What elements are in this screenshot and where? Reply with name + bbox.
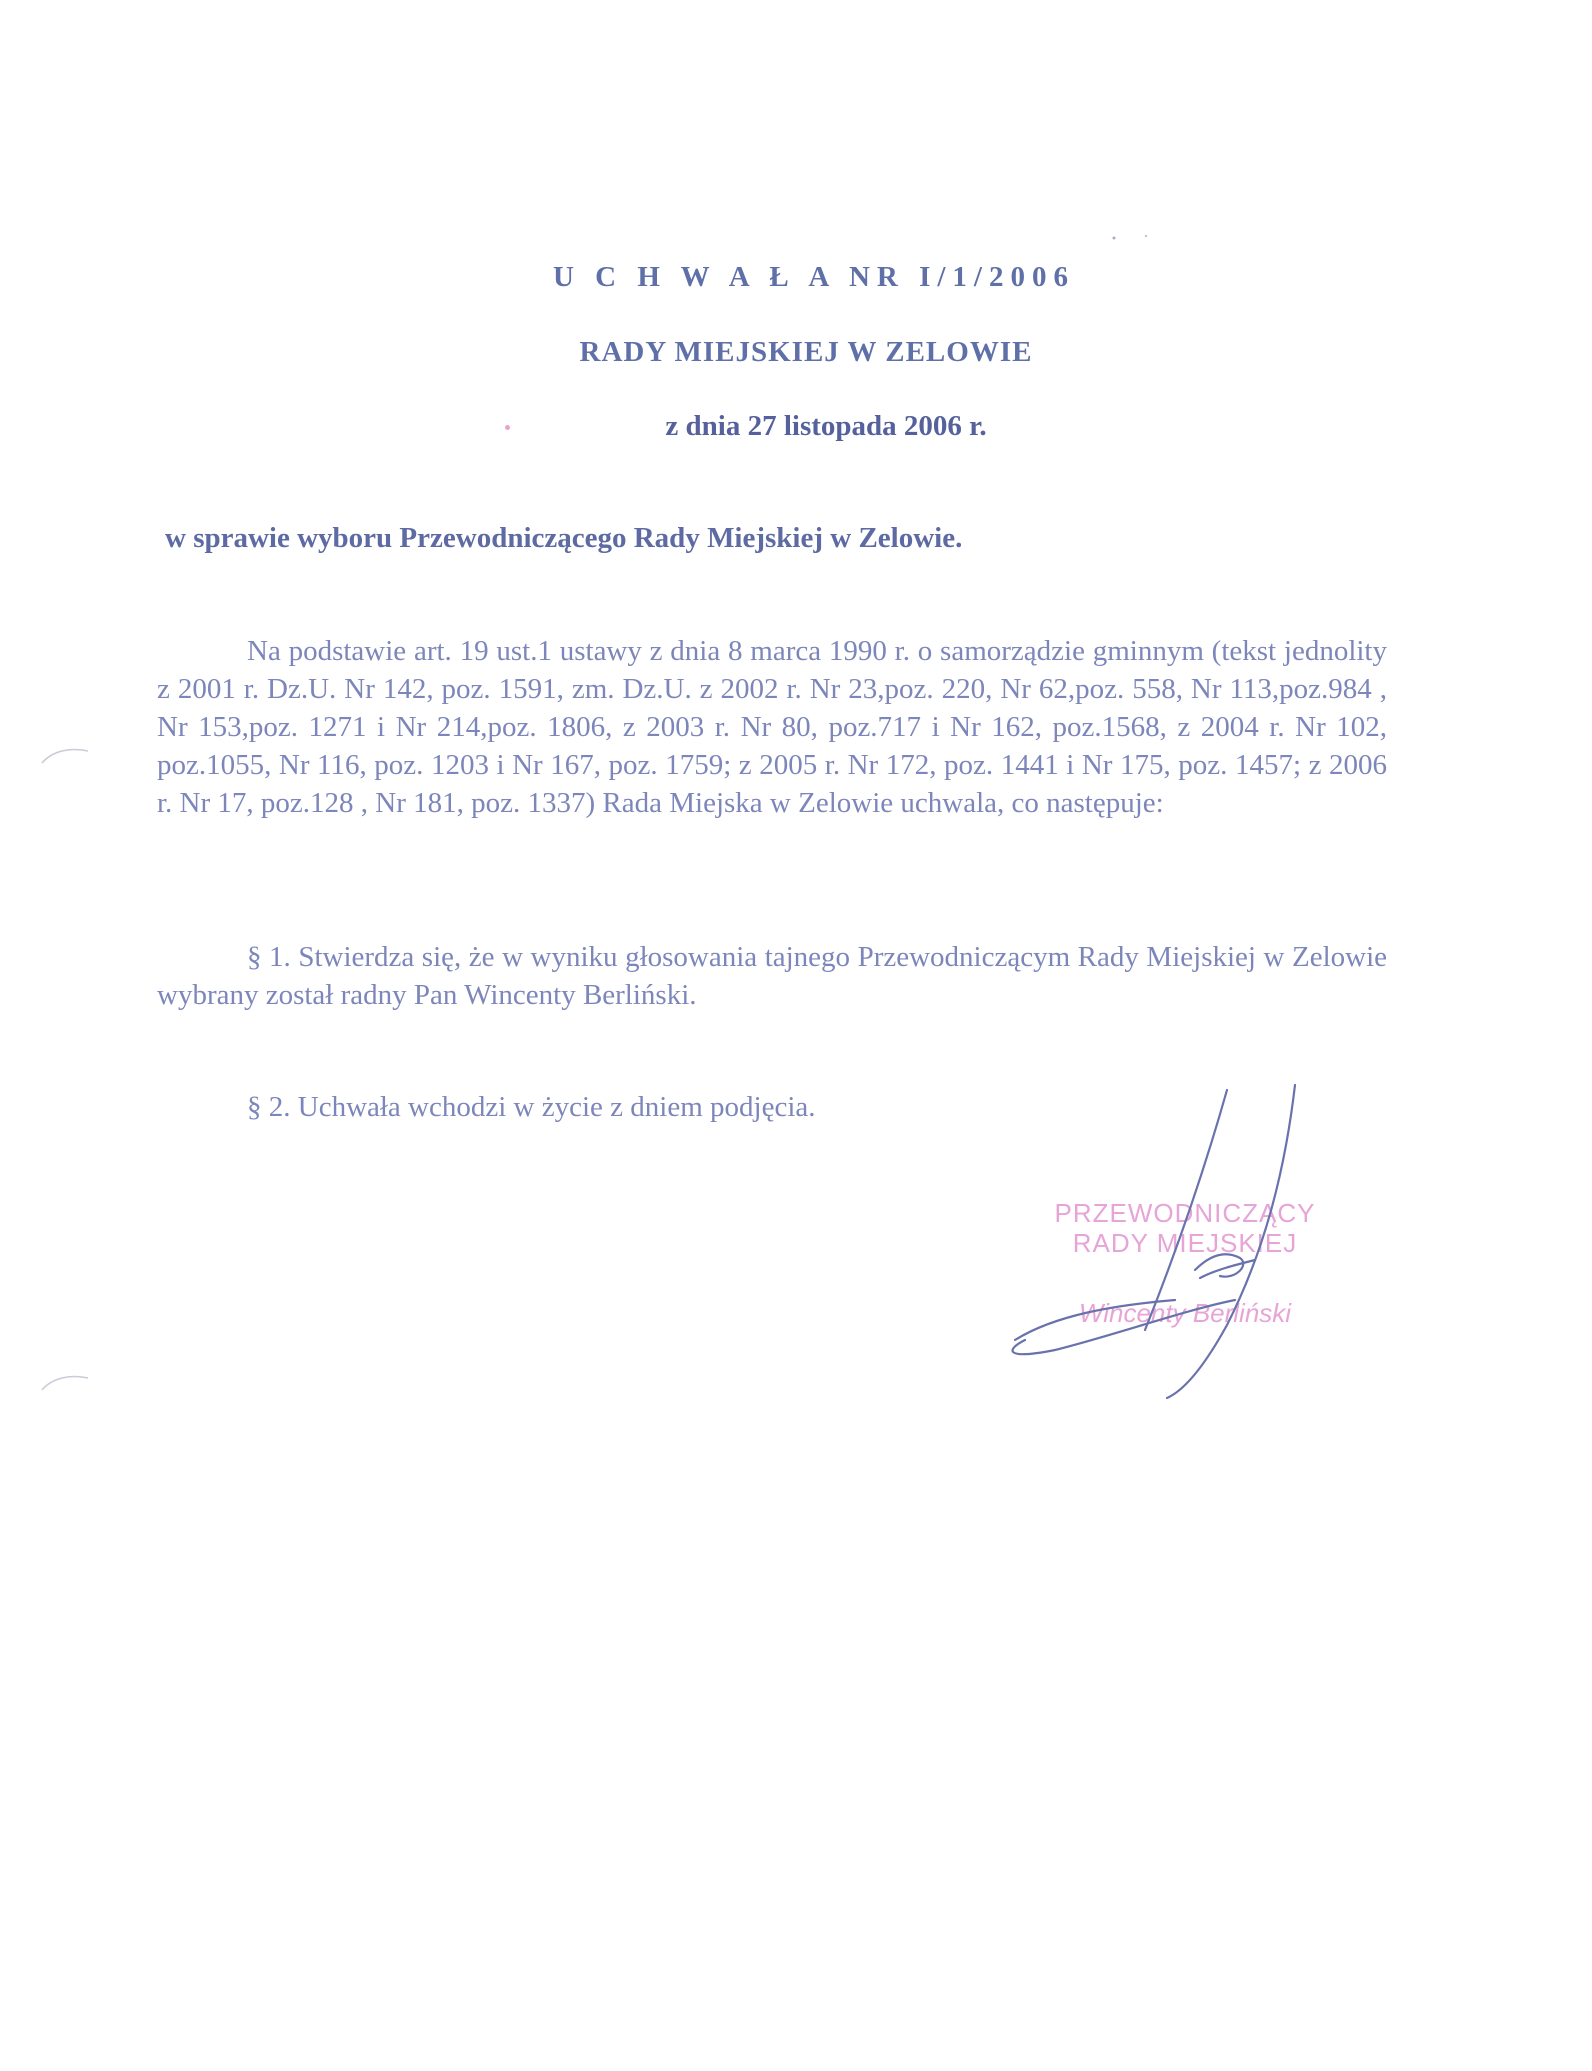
scan-speck [1110, 232, 1150, 242]
section-1-paragraph [157, 938, 1387, 1014]
legal-basis-text: Na podstawie art. 19 ust.1 ustawy z dnia 8 marca 1990 r. o samorządzie gminnym (tekst jednolity z 2001 r. Dz.U. Nr 142, poz. 1591, zm. Dz.U. z 2002 r. Nr 23,poz. 220, Nr 62,poz. 558, Nr 113,poz.984 , Nr 153,poz. 1271 i Nr 214,poz. 1806, z 2003 r. Nr 80, poz.717 i Nr 162, poz.1568, z 2004 r. Nr 102, poz.1055, Nr 116, poz. 1203 i Nr 167, poz. 1759; z 2005 r. Nr 172, poz. 1441 i Nr 175, poz. 1457; z 2006 r. Nr 17, poz.128 , Nr 181, poz. 1337) Rada Miejska w Zelowie uchwala, co następuje: [157, 635, 1387, 819]
punch-hole-mark [40, 1372, 90, 1392]
council-name: RADY MIEJSKIEJ W ZELOWIE [579, 336, 1033, 368]
resolution-title: U C H W A Ł A NR I/1/2006 [552, 261, 1075, 293]
punch-hole-mark [40, 745, 90, 765]
stamp-line-1: PRZEWODNICZĄCY [1054, 1198, 1316, 1228]
section-2-text: § 2. Uchwała wchodzi w życie z dniem podjęcia. [247, 1091, 816, 1123]
legal-basis-paragraph [157, 632, 1387, 822]
resolution-subject: w sprawie wyboru Przewodniczącego Rady Miejskiej w Zelowie. [165, 522, 963, 554]
stamp-line-2: RADY MIEJSKIEJ [1072, 1228, 1298, 1258]
stamp-name: Wincenty Berliński [1078, 1298, 1292, 1328]
handwritten-signature [995, 1080, 1325, 1400]
section-1-text: § 1. Stwierdza się, że w wyniku głosowania tajnego Przewodniczącym Rady Miejskiej w Zelowie wybrany został radny Pan Wincenty Berliński. [157, 941, 1387, 1011]
resolution-date: z dnia 27 listopada 2006 r. [665, 410, 987, 442]
